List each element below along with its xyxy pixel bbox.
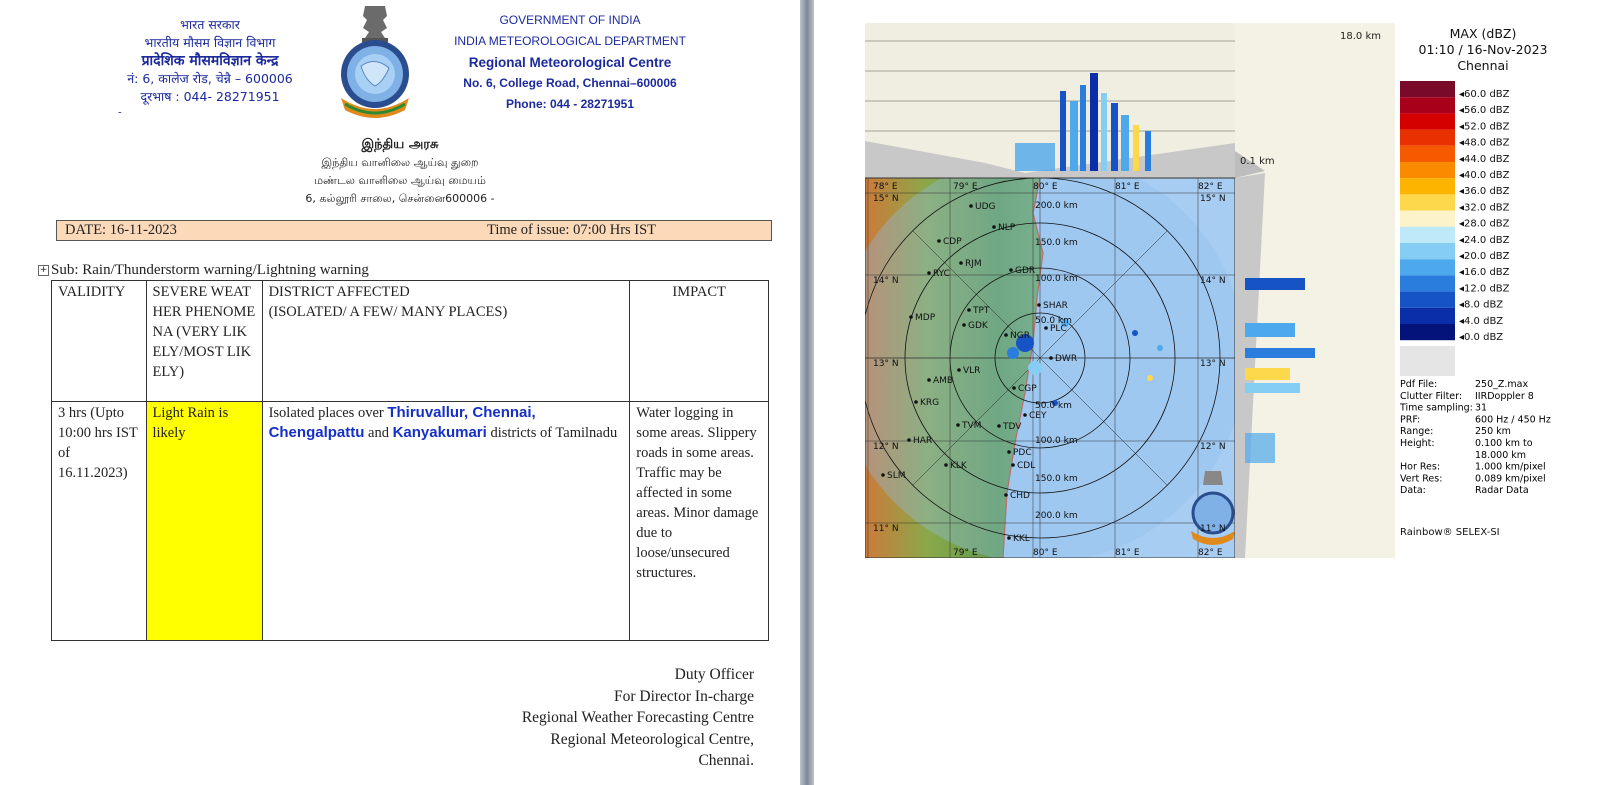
hindi-header-line2: भारतीय मौसम विज्ञान विभाग [144,35,276,50]
city-marker [1049,356,1053,360]
info-key: Hor Res: [1400,461,1441,473]
legend-label: ◂0.0 dBZ [1459,332,1504,343]
range-label: 100.0 km [1035,436,1078,446]
legend-swatch [1400,259,1455,275]
range-label: 100.0 km [1035,274,1078,284]
hindi-header-line1: भारत सरकार [180,17,240,32]
tamil-header-line2: இந்திய வானிலை ஆய்வு துறை [321,156,479,169]
legend-label: ◂60.0 dBZ [1459,89,1510,100]
header-validity: VALIDITY [52,281,147,402]
bottom-height-label: 0.1 km [1240,156,1275,167]
legend-swatch [1400,211,1455,227]
page-divider [800,0,814,785]
city-label: VLR [963,366,981,376]
signoff-line4: Regional Meteorological Centre, [550,730,754,748]
city-marker [1004,493,1008,497]
warning-table [51,280,769,641]
legend-swatch [1400,81,1455,97]
city-label: DWR [1055,354,1078,364]
city-label: TPT [973,306,990,316]
info-value: 18.000 km [1475,449,1527,461]
legend-label: ◂40.0 dBZ [1459,170,1510,181]
city-marker [927,378,931,382]
longitude-label: 81° E [1115,182,1140,192]
legend-swatch [1400,97,1455,113]
legend-label: ◂8.0 dBZ [1459,299,1504,311]
issue-time: Time of issue: 07:00 Hrs IST [487,222,657,238]
city-marker [1004,333,1008,337]
header-district [262,281,630,402]
legend-nodata-swatch [1400,346,1455,376]
latitude-label-right: 14° N [1200,276,1226,286]
legend-label: ◂12.0 dBZ [1459,283,1510,295]
city-label: GDK [968,321,988,331]
subject-text: Sub: Rain/Thunderstorm warning/Lightning warning [51,262,369,278]
latitude-label: 14° N [873,276,899,286]
tamil-header-line1: இந்திய அரசு [361,137,439,152]
city-marker [1007,450,1011,454]
date-bar [56,220,772,241]
city-marker [1044,326,1048,330]
header-district-line1: DISTRICT AFFECTED [268,284,410,300]
tamil-header [250,136,550,208]
radar-datetime: 01:10 / 16-Nov-2023 [1418,42,1548,57]
city-label: RJM [965,259,982,269]
hindi-header-dash: - [118,106,122,118]
city-marker [927,271,931,275]
city-label: PLC [1050,324,1067,334]
legend-swatch [1400,178,1455,194]
info-value: 0.100 km to [1475,438,1533,449]
city-label: NLP [998,223,1016,233]
radar-info [1399,379,1551,496]
info-value: Radar Data [1475,485,1529,497]
city-label: CHD [1010,491,1030,501]
table-row [52,402,769,641]
table-header-row [52,281,769,402]
english-header-line2: INDIA METEOROLOGICAL DEPARTMENT [454,34,686,48]
info-key: Range: [1400,426,1434,438]
longitude-label: 80° E [1033,182,1058,192]
range-label: 200.0 km [1035,201,1078,211]
issue-date: DATE: 16-11-2023 [65,222,177,238]
city-marker [969,204,973,208]
range-label: 200.0 km [1035,511,1078,521]
city-marker [997,424,1001,428]
latitude-label-right: 12° N [1200,442,1226,452]
city-marker [1037,303,1041,307]
city-marker [992,225,996,229]
legend-swatch [1400,194,1455,210]
city-marker [937,239,941,243]
latitude-label: 11° N [873,524,899,534]
district-text-mid: and [364,425,393,441]
range-label: 150.0 km [1035,474,1078,484]
cell-district [262,402,630,641]
city-marker [959,261,963,265]
city-label: CDP [943,237,962,247]
legend-label: ◂32.0 dBZ [1459,202,1510,214]
english-header [445,10,695,115]
range-label: 150.0 km [1035,238,1078,248]
info-key: Height: [1400,438,1435,449]
info-value: 31 [1475,402,1488,414]
city-marker [907,438,911,442]
city-label: KKL [1013,534,1030,544]
legend-swatch [1400,292,1455,308]
city-marker [1012,386,1016,390]
cell-impact: Water logging in some areas. Slippery roads in some areas. Traffic may be affected in some areas. Minor damage due to loose/unsecured structures. [630,402,769,641]
city-marker [962,323,966,327]
longitude-label-bottom: 82° E [1198,548,1223,558]
legend-label: ◂28.0 dBZ [1459,218,1510,230]
city-marker [967,308,971,312]
latitude-label-right: 13° N [1200,359,1226,369]
city-label: GDR [1015,266,1036,276]
city-label: KLK [950,461,967,471]
city-marker [1007,536,1011,540]
longitude-label: 82° E [1198,182,1223,192]
city-label: TDV [1003,422,1022,432]
city-marker [881,473,885,477]
range-label: 50.0 km [1035,316,1072,326]
info-key: Data: [1400,485,1426,497]
city-label: SHAR [1043,301,1068,311]
city-label: TVM [962,421,982,431]
city-label: SLM [887,471,906,481]
header-phenomena: SEVERE WEATHER PHENOMENA (VERY LIKELY/MOST LIKELY) [146,281,262,402]
info-key: Clutter Filter: [1400,390,1463,402]
city-label: HAR [913,436,933,446]
signoff-block [420,664,754,772]
cell-validity: 3 hrs (Upto 10:00 hrs IST of 16.11.2023) [52,402,147,641]
city-label: CEY [1029,411,1047,421]
longitude-label-bottom: 80° E [1033,548,1058,558]
english-header-line3: Regional Meteorological Centre [468,55,672,70]
hindi-header-line4: नं: 6, कालेज रोड, चेन्नै – 600006 [127,71,293,86]
legend-swatch [1400,275,1455,291]
imd-emblem-logo [335,2,415,120]
district-text-pre: Isolated places over [268,405,388,421]
legend-swatch [1400,146,1455,162]
latitude-label: 13° N [873,359,899,369]
cell-phenomena: Light Rain is likely [146,402,262,641]
longitude-label-bottom: 79° E [953,548,978,558]
tamil-header-line3: மண்டல வானிலை ஆய்வு மையம் [314,174,486,187]
legend-label: ◂48.0 dBZ [1459,137,1510,149]
legend-swatch [1400,227,1455,243]
legend-label: ◂36.0 dBZ [1459,186,1510,198]
legend-label: ◂52.0 dBZ [1459,121,1510,133]
city-marker [957,368,961,372]
latitude-label-right: 11° N [1200,524,1226,534]
info-value: 0.089 km/pixel [1475,473,1546,485]
city-label: RYC [933,269,950,279]
city-label: KRG [920,398,940,408]
table-move-handle-icon[interactable]: + [39,265,48,276]
legend-label: ◂20.0 dBZ [1459,251,1510,262]
info-key: Pdf File: [1400,379,1438,390]
radar-max-z-image [865,23,1570,558]
info-value: IIRDoppler 8 [1475,390,1534,402]
latitude-label-right: 15° N [1200,194,1226,204]
city-label: UDG [975,202,996,212]
city-marker [956,423,960,427]
radar-title: MAX (dBZ) [1449,26,1517,41]
city-marker [909,315,913,319]
hindi-header-line5: दूरभाष : 044- 28271951 [140,89,280,104]
latitude-label: 12° N [873,442,899,452]
legend-swatch [1400,308,1455,324]
city-label: CGP [1018,384,1037,394]
legend-swatch [1400,243,1455,259]
info-key: Time sampling: [1400,402,1473,414]
subject-line [38,262,369,279]
district-bold-1: Thiruvallur, Chennai, Chengalpattu [268,404,536,441]
hindi-header-line3: प्रादेशिक मौसमविज्ञान केन्द्र [141,53,279,69]
city-marker [914,400,918,404]
signoff-line3: Regional Weather Forecasting Centre [521,709,754,726]
top-height-label: 18.0 km [1340,31,1381,42]
legend-label: ◂4.0 dBZ [1459,315,1504,327]
range-label: 50.0 km [1035,401,1072,411]
warning-document-page [0,0,800,785]
longitude-label-bottom: 81° E [1115,548,1140,558]
signoff-line5: Chennai. [698,752,754,769]
district-bold-2: Kanyakumari [392,424,487,441]
city-marker [944,463,948,467]
legend-swatch [1400,130,1455,146]
legend-label: ◂24.0 dBZ [1459,234,1510,246]
english-header-line5: Phone: 044 - 28271951 [505,97,635,111]
info-key: PRF: [1400,414,1421,426]
legend-label: ◂44.0 dBZ [1459,153,1510,165]
header-district-line2: (ISOLATED/ A FEW/ MANY PLACES) [268,304,508,320]
signoff-line2: For Director In-charge [613,687,754,705]
longitude-label: 78° E [873,182,898,192]
legend-swatch [1400,324,1455,340]
latitude-label: 15° N [873,194,899,204]
district-text-post: districts of Tamilnadu [486,425,618,441]
city-label: MDP [915,313,936,323]
legend-label: ◂16.0 dBZ [1459,267,1510,279]
tamil-header-line4: 6, கல்லூரி சாலை, சென்னை600006 - [305,192,495,205]
radar-brand: Rainbow® SELEX-SI [1400,527,1500,538]
info-value: 250_Z.max [1475,379,1529,390]
signoff-line1: Duty Officer [674,666,754,683]
city-marker [1009,268,1013,272]
radar-top-right-panel [1235,23,1395,178]
legend-label: ◂56.0 dBZ [1459,105,1510,117]
english-header-line4: No. 6, College Road, Chennai–600006 [463,76,677,90]
city-label: CDL [1017,461,1036,471]
longitude-label: 79° E [953,182,978,192]
radar-station: Chennai [1457,58,1509,73]
header-impact: IMPACT [630,281,769,402]
legend-swatch [1400,113,1455,129]
info-value: 250 km [1475,426,1511,438]
city-label: AMB [933,376,954,386]
legend-swatch [1400,162,1455,178]
city-marker [1011,463,1015,467]
info-key: Vert Res: [1400,473,1443,485]
city-label: PDC [1013,448,1032,458]
city-label: NGR [1010,331,1030,341]
hindi-header [95,16,325,106]
english-header-line1: GOVERNMENT OF INDIA [499,13,641,27]
city-marker [1023,413,1027,417]
info-value: 1.000 km/pixel [1475,461,1546,473]
info-value: 600 Hz / 450 Hz [1475,414,1551,426]
